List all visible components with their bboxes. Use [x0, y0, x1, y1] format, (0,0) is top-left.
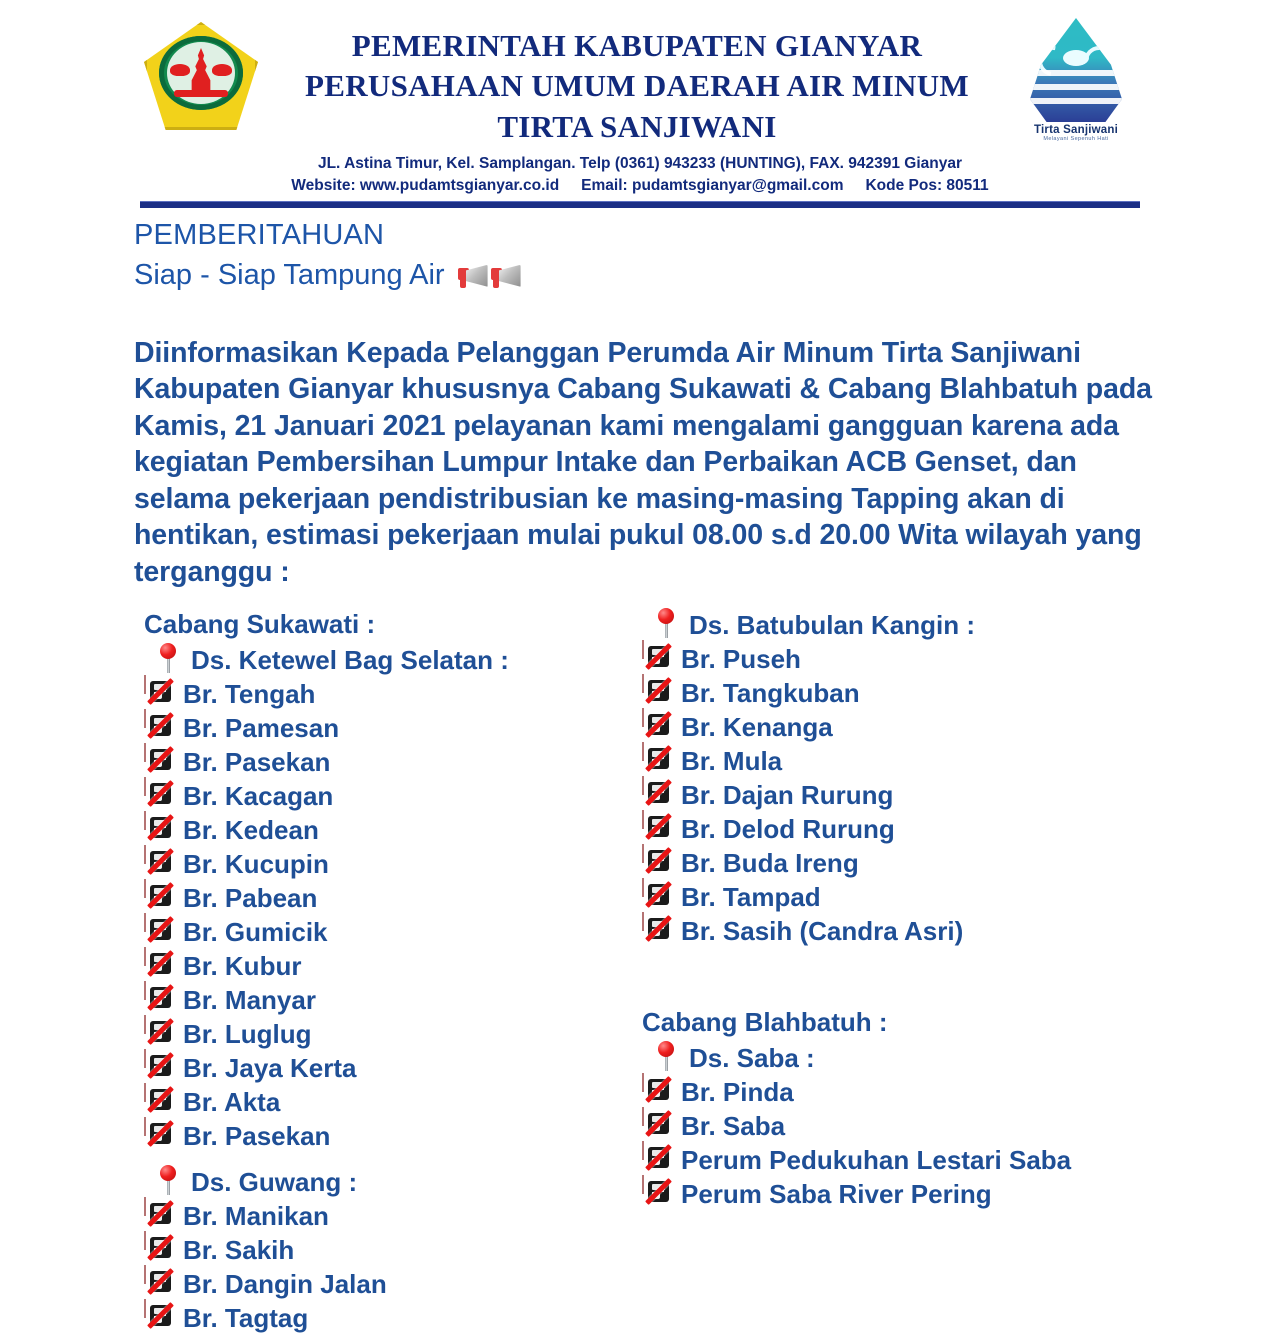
no-water-tap-icon — [144, 1301, 178, 1335]
village-name: Ds. Guwang : — [191, 1167, 358, 1198]
no-water-tap-icon — [144, 1267, 178, 1301]
address-line: JL. Astina Timur, Kel. Samplangan. Telp (0361) 943233 (HUNTING), FAX. 942391 Gianyar — [317, 154, 963, 172]
no-water-tap-icon — [144, 881, 178, 915]
list-item — [642, 1143, 1202, 1177]
list-item — [642, 744, 1202, 778]
postal-code-text: Kode Pos: 80511 — [865, 176, 989, 194]
area-name: Br. Kucupin — [183, 849, 329, 880]
letterhead — [140, 18, 1140, 197]
list-item — [642, 676, 1202, 710]
logo-label: Tirta Sanjiwani — [1034, 124, 1118, 136]
list-item — [144, 1017, 642, 1051]
list-item — [144, 779, 642, 813]
area-name: Br. Tengah — [183, 679, 316, 710]
list-item — [642, 710, 1202, 744]
no-water-tap-icon — [144, 711, 178, 745]
no-water-tap-icon — [144, 847, 178, 881]
village-name: Ds. Ketewel Bag Selatan : — [191, 645, 509, 676]
no-water-tap-icon — [642, 642, 676, 676]
area-name: Br. Jaya Kerta — [183, 1053, 357, 1084]
area-name: Br. Kedean — [183, 815, 319, 846]
list-item — [642, 778, 1202, 812]
logo-sublabel: Melayani Sepenuh Hati — [1043, 136, 1109, 142]
location-pin-icon — [650, 1041, 684, 1075]
list-item — [642, 914, 1202, 948]
area-name: Br. Pinda — [681, 1077, 794, 1108]
location-pin-icon — [152, 643, 186, 677]
left-column — [134, 608, 642, 1335]
area-name: Perum Pedukuhan Lestari Saba — [681, 1145, 1072, 1176]
area-name: Br. Pasekan — [183, 1121, 331, 1152]
area-name: Br. Gumicik — [183, 917, 328, 948]
list-item — [144, 711, 642, 745]
village-heading-row — [642, 608, 1202, 642]
branch-heading-blahbatuh: Cabang Blahbatuh : — [642, 1007, 888, 1038]
area-name: Br. Puseh — [681, 644, 801, 675]
notice-body-text: Diinformasikan Kepada Pelanggan Perumda Air Minum Tirta Sanjiwani Kabupaten Gianyar khususnya Cabang Sukawati & Cabang Blahbatuh pada Kamis, 21 Januari 2021 pelayanan kami mengalami gangguan karena ada kegiatan Pembersihan Lumpur Intake dan Perbaikan ACB Genset, dan selama pekerjaan pendistribusian ke masing-masing Tapping akan di hentikan, estimasi pekerjaan mulai pukul 08.00 s.d 20.00 Wita wilayah yang terganggu : — [134, 337, 1152, 588]
list-item — [144, 1301, 642, 1335]
org-line-1: PEMERINTAH KABUPATEN GIANYAR — [351, 28, 923, 63]
village-heading-row — [144, 1165, 642, 1199]
no-water-tap-icon — [642, 1143, 676, 1177]
list-item — [642, 642, 1202, 676]
org-line-2: PERUSAHAAN UMUM DAERAH AIR MINUM — [304, 68, 969, 104]
area-name: Br. Akta — [183, 1087, 281, 1118]
letterhead-row — [140, 18, 1140, 147]
notice-subtitle: Siap - Siap Tampung Air — [134, 259, 445, 292]
no-water-tap-icon — [642, 778, 676, 812]
area-name: Br. Buda Ireng — [681, 848, 859, 879]
notice-subtitle-row — [134, 256, 1170, 295]
no-water-tap-icon — [144, 779, 178, 813]
village-heading-row — [144, 643, 642, 677]
tirta-sanjiwani-logo — [1012, 18, 1140, 142]
area-name: Br. Luglug — [183, 1019, 312, 1050]
list-item — [642, 880, 1202, 914]
list-item — [642, 1109, 1202, 1143]
no-water-tap-icon — [642, 812, 676, 846]
village-name: Ds. Batubulan Kangin : — [689, 610, 975, 641]
no-water-tap-icon — [642, 1177, 676, 1211]
list-item — [144, 983, 642, 1017]
list-item — [642, 846, 1202, 880]
area-name: Br. Tampad — [681, 882, 821, 913]
list-item — [144, 1233, 642, 1267]
area-name: Br. Tagtag — [183, 1303, 309, 1334]
megaphone-icon — [490, 263, 522, 289]
letterhead-contact — [140, 153, 1140, 197]
no-water-tap-icon — [144, 983, 178, 1017]
no-water-tap-icon — [144, 677, 178, 711]
list-item — [642, 812, 1202, 846]
list-item — [144, 745, 642, 779]
location-pin-icon — [152, 1165, 186, 1199]
no-water-tap-icon — [642, 880, 676, 914]
area-name: Br. Kenanga — [681, 712, 833, 743]
right-column — [642, 608, 1202, 1335]
area-name: Perum Saba River Pering — [681, 1179, 992, 1210]
list-item — [144, 1267, 642, 1301]
list-item — [144, 915, 642, 949]
list-item — [144, 1199, 642, 1233]
no-water-tap-icon — [144, 1051, 178, 1085]
web-email-line — [140, 175, 1140, 197]
gianyar-regency-emblem-logo — [140, 20, 262, 132]
no-water-tap-icon — [642, 710, 676, 744]
no-water-tap-icon — [642, 676, 676, 710]
pentagon-emblem-icon — [140, 20, 262, 132]
no-water-tap-icon — [144, 745, 178, 779]
megaphone-icon — [457, 263, 489, 289]
area-name: Br. Sakih — [183, 1235, 295, 1266]
branch-heading-sukawati: Cabang Sukawati : — [144, 609, 376, 640]
notice-sheet — [110, 216, 1170, 1335]
affected-areas-columns — [134, 608, 1170, 1335]
no-water-tap-icon — [144, 1119, 178, 1153]
area-name: Br. Dangin Jalan — [183, 1269, 387, 1300]
area-name: Br. Delod Rurung — [681, 814, 895, 845]
no-water-tap-icon — [144, 1017, 178, 1051]
website-text: Website: www.pudamtsgianyar.co.id — [291, 176, 560, 194]
village-name: Ds. Saba : — [689, 1043, 815, 1074]
area-name: Br. Pasekan — [183, 747, 331, 778]
village-heading-row — [642, 1041, 1202, 1075]
no-water-tap-icon — [642, 1075, 676, 1109]
water-drop-icon — [1030, 18, 1122, 122]
area-name: Br. Mula — [681, 746, 783, 777]
letterhead-titles — [262, 18, 1012, 147]
no-water-tap-icon — [144, 1085, 178, 1119]
no-water-tap-icon — [144, 813, 178, 847]
no-water-tap-icon — [642, 914, 676, 948]
org-line-3: TIRTA SANJIWANI — [497, 108, 777, 144]
area-name: Br. Pamesan — [183, 713, 340, 744]
area-name: Br. Manyar — [183, 985, 316, 1016]
no-water-tap-icon — [144, 1199, 178, 1233]
no-water-tap-icon — [642, 744, 676, 778]
list-item — [642, 1075, 1202, 1109]
list-item — [144, 1085, 642, 1119]
list-item — [642, 1177, 1202, 1211]
list-item — [144, 677, 642, 711]
no-water-tap-icon — [144, 915, 178, 949]
area-name: Br. Kacagan — [183, 781, 334, 812]
area-name: Br. Sasih (Candra Asri) — [681, 916, 964, 947]
page-title: PEMBERITAHUAN — [134, 218, 385, 251]
email-text: Email: pudamtsgianyar@gmail.com — [581, 176, 844, 194]
area-name: Br. Tangkuban — [681, 678, 860, 709]
list-item — [144, 1051, 642, 1085]
no-water-tap-icon — [144, 1233, 178, 1267]
no-water-tap-icon — [144, 949, 178, 983]
area-name: Br. Dajan Rurung — [681, 780, 894, 811]
header-divider — [140, 201, 1140, 208]
no-water-tap-icon — [642, 1109, 676, 1143]
column-spacer — [642, 948, 1202, 1006]
location-pin-icon — [650, 608, 684, 642]
area-name: Br. Pabean — [183, 883, 318, 914]
list-item — [144, 881, 642, 915]
list-item — [144, 813, 642, 847]
no-water-tap-icon — [642, 846, 676, 880]
list-item — [144, 949, 642, 983]
list-item — [144, 847, 642, 881]
area-name: Br. Kubur — [183, 951, 302, 982]
megaphone-group — [457, 263, 522, 289]
area-name: Br. Saba — [681, 1111, 786, 1142]
list-item — [144, 1119, 642, 1153]
area-name: Br. Manikan — [183, 1201, 329, 1232]
